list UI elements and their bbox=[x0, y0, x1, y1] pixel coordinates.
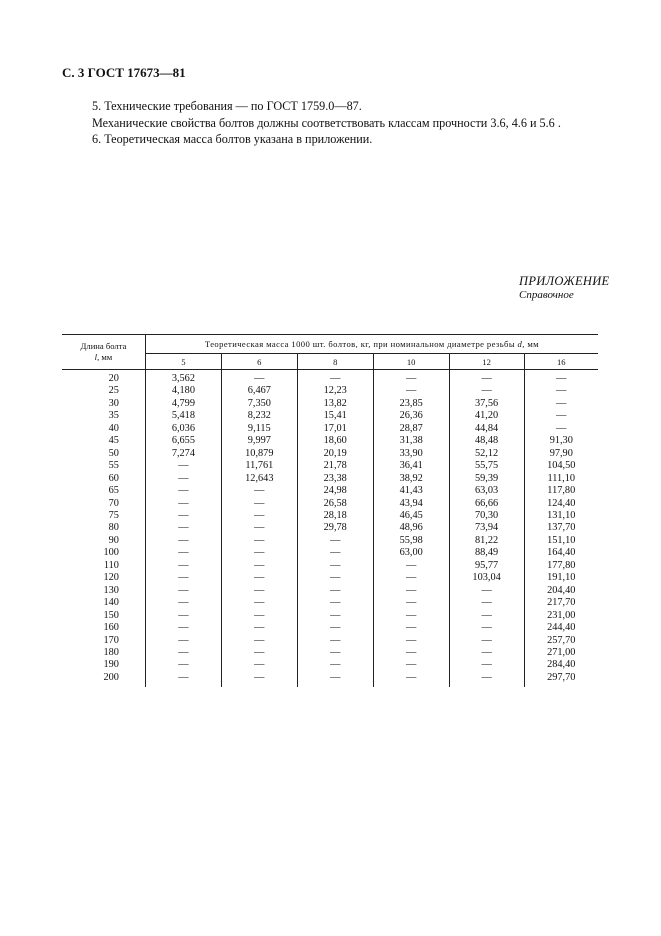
mass-cell: 55,98 bbox=[373, 535, 449, 547]
length-cell: 65 bbox=[108, 485, 119, 497]
mass-cell: — bbox=[221, 547, 297, 559]
mass-cell: — bbox=[373, 672, 449, 684]
length-cell: 50 bbox=[108, 447, 119, 459]
mass-cell: — bbox=[221, 635, 297, 647]
length-cell: 120 bbox=[103, 572, 119, 584]
mass-cell: 3,562 bbox=[145, 373, 221, 385]
table-row bbox=[62, 398, 598, 410]
mass-header-unit: , мм bbox=[522, 339, 540, 349]
length-cell: 90 bbox=[108, 534, 119, 546]
table-row bbox=[62, 647, 598, 659]
table-row bbox=[62, 522, 598, 534]
mass-cell: 95,77 bbox=[449, 560, 524, 572]
table-row bbox=[62, 410, 598, 422]
mass-cell: 12,23 bbox=[297, 385, 373, 397]
mass-cell: 26,58 bbox=[297, 498, 373, 510]
mass-cell: — bbox=[373, 373, 449, 385]
mass-cell: — bbox=[145, 522, 221, 534]
mass-cell: 8,232 bbox=[221, 410, 297, 422]
mass-cell: — bbox=[373, 585, 449, 597]
mass-cell: — bbox=[373, 610, 449, 622]
length-cell: 45 bbox=[108, 435, 119, 447]
mass-cell: — bbox=[145, 460, 221, 472]
mass-cell: — bbox=[297, 560, 373, 572]
table-row bbox=[62, 547, 598, 559]
mass-cell: — bbox=[373, 659, 449, 671]
mass-header-text: Теоретическая масса 1000 шт. болтов, кг, при номинальном диаметре резьбы bbox=[204, 339, 518, 349]
table-row bbox=[62, 572, 598, 584]
mass-cell: 17,01 bbox=[297, 423, 373, 435]
mass-cell: — bbox=[297, 572, 373, 584]
mass-cell: 23,38 bbox=[297, 473, 373, 485]
mass-cell: 36,41 bbox=[373, 460, 449, 472]
mass-cell: — bbox=[524, 398, 598, 410]
mass-column-group-header bbox=[145, 335, 598, 354]
mass-cell: — bbox=[297, 635, 373, 647]
mass-cell: — bbox=[221, 373, 297, 385]
mass-cell: — bbox=[373, 635, 449, 647]
table-row bbox=[62, 622, 598, 634]
mass-cell: 4,799 bbox=[145, 398, 221, 410]
mass-cell: 7,350 bbox=[221, 398, 297, 410]
length-column-header bbox=[62, 335, 145, 370]
mass-cell: — bbox=[221, 622, 297, 634]
mass-cell: — bbox=[221, 597, 297, 609]
table-row bbox=[62, 635, 598, 647]
length-cell: 100 bbox=[103, 547, 119, 559]
mass-cell: 177,80 bbox=[524, 560, 598, 572]
length-cell: 60 bbox=[108, 472, 119, 484]
mass-cell: 88,49 bbox=[449, 547, 524, 559]
mass-cell: 231,00 bbox=[524, 610, 598, 622]
mass-cell: 63,03 bbox=[449, 485, 524, 497]
table-row bbox=[62, 473, 598, 485]
mass-cell: 41,20 bbox=[449, 410, 524, 422]
mass-cell: — bbox=[449, 659, 524, 671]
mass-cell: — bbox=[145, 597, 221, 609]
mass-cell: 26,36 bbox=[373, 410, 449, 422]
mass-cell: — bbox=[221, 510, 297, 522]
mass-cell: 48,96 bbox=[373, 522, 449, 534]
length-cell: 25 bbox=[108, 385, 119, 397]
mass-cell: 43,94 bbox=[373, 498, 449, 510]
length-cell: 190 bbox=[103, 659, 119, 671]
diameter-header-12: 12 bbox=[449, 354, 524, 370]
mass-cell: 31,38 bbox=[373, 435, 449, 447]
mass-cell: 204,40 bbox=[524, 585, 598, 597]
mass-cell: 217,70 bbox=[524, 597, 598, 609]
mass-cell: — bbox=[221, 498, 297, 510]
length-cell: 75 bbox=[108, 509, 119, 521]
mass-cell: — bbox=[297, 610, 373, 622]
table-row bbox=[62, 385, 598, 397]
length-cell: 160 bbox=[103, 622, 119, 634]
mass-cell: 28,87 bbox=[373, 423, 449, 435]
mass-cell: — bbox=[373, 622, 449, 634]
table-row bbox=[62, 460, 598, 472]
mass-cell: — bbox=[373, 597, 449, 609]
mass-cell: — bbox=[221, 659, 297, 671]
mass-cell: 6,467 bbox=[221, 385, 297, 397]
mass-cell: 20,19 bbox=[297, 448, 373, 460]
mass-cell: — bbox=[145, 647, 221, 659]
mass-cell: — bbox=[524, 373, 598, 385]
mass-cell: 271,00 bbox=[524, 647, 598, 659]
mass-cell: — bbox=[145, 498, 221, 510]
table-row bbox=[62, 597, 598, 609]
mass-cell: 13,82 bbox=[297, 398, 373, 410]
mass-cell: 55,75 bbox=[449, 460, 524, 472]
mass-cell: — bbox=[297, 535, 373, 547]
mass-cell: — bbox=[221, 485, 297, 497]
length-cell: 200 bbox=[103, 671, 119, 683]
mass-cell: 244,40 bbox=[524, 622, 598, 634]
mass-cell: 9,997 bbox=[221, 435, 297, 447]
mass-cell: 44,84 bbox=[449, 423, 524, 435]
mass-cell: — bbox=[145, 572, 221, 584]
diameter-header-8: 8 bbox=[297, 354, 373, 370]
mass-cell: — bbox=[221, 560, 297, 572]
table-row bbox=[62, 585, 598, 597]
mass-cell: 191,10 bbox=[524, 572, 598, 584]
paragraph-mechanical-properties: Механические свойства болтов должны соответствовать классам прочности 3.6, 4.6 и 5.6 . bbox=[92, 116, 561, 130]
length-cell: 110 bbox=[103, 559, 119, 571]
mass-cell: — bbox=[145, 535, 221, 547]
mass-cell: 97,90 bbox=[524, 448, 598, 460]
length-cell: 55 bbox=[108, 460, 119, 472]
mass-cell: 164,40 bbox=[524, 547, 598, 559]
length-cell: 130 bbox=[103, 584, 119, 596]
mass-cell: 111,10 bbox=[524, 473, 598, 485]
mass-cell: 38,92 bbox=[373, 473, 449, 485]
mass-cell: — bbox=[449, 635, 524, 647]
mass-cell: — bbox=[297, 585, 373, 597]
mass-cell: 23,85 bbox=[373, 398, 449, 410]
table-row bbox=[62, 435, 598, 447]
length-cell: 40 bbox=[108, 422, 119, 434]
mass-cell: 73,94 bbox=[449, 522, 524, 534]
mass-cell: — bbox=[373, 647, 449, 659]
mass-cell: — bbox=[145, 510, 221, 522]
bolt-mass-table bbox=[62, 334, 598, 687]
length-header-unit: , мм bbox=[97, 352, 113, 362]
mass-cell: — bbox=[221, 672, 297, 684]
mass-cell: — bbox=[449, 585, 524, 597]
mass-cell: — bbox=[449, 622, 524, 634]
paragraph-theoretical-mass: 6. Теоретическая масса болтов указана в приложении. bbox=[92, 132, 373, 146]
table-row bbox=[62, 498, 598, 510]
mass-cell: 46,45 bbox=[373, 510, 449, 522]
diameter-header-16: 16 bbox=[524, 354, 598, 370]
mass-cell: 66,66 bbox=[449, 498, 524, 510]
mass-cell: — bbox=[145, 473, 221, 485]
mass-cell: 15,41 bbox=[297, 410, 373, 422]
mass-cell: 297,70 bbox=[524, 672, 598, 684]
mass-cell: 4,180 bbox=[145, 385, 221, 397]
mass-cell: — bbox=[524, 423, 598, 435]
mass-cell: — bbox=[449, 610, 524, 622]
mass-cell: 10,879 bbox=[221, 448, 297, 460]
mass-cell: 9,115 bbox=[221, 423, 297, 435]
mass-cell: — bbox=[145, 659, 221, 671]
mass-cell: — bbox=[221, 535, 297, 547]
mass-cell: — bbox=[524, 410, 598, 422]
table-row bbox=[62, 535, 598, 547]
mass-cell: — bbox=[221, 585, 297, 597]
mass-cell: 12,643 bbox=[221, 473, 297, 485]
mass-cell: 37,56 bbox=[449, 398, 524, 410]
table-row bbox=[62, 560, 598, 572]
table-row bbox=[62, 448, 598, 460]
mass-cell: 137,70 bbox=[524, 522, 598, 534]
mass-cell: — bbox=[145, 622, 221, 634]
mass-cell: — bbox=[297, 373, 373, 385]
mass-cell: — bbox=[145, 635, 221, 647]
mass-cell: 284,40 bbox=[524, 659, 598, 671]
mass-cell: 104,50 bbox=[524, 460, 598, 472]
diameter-header-5: 5 bbox=[145, 354, 221, 370]
mass-cell: — bbox=[524, 385, 598, 397]
mass-cell: 48,48 bbox=[449, 435, 524, 447]
length-cell: 30 bbox=[108, 397, 119, 409]
mass-cell: 24,98 bbox=[297, 485, 373, 497]
mass-header-var: d bbox=[517, 339, 523, 349]
mass-cell: 6,036 bbox=[145, 423, 221, 435]
mass-cell: — bbox=[297, 672, 373, 684]
length-cell: 150 bbox=[103, 609, 119, 621]
mass-cell: — bbox=[221, 610, 297, 622]
mass-cell: 33,90 bbox=[373, 448, 449, 460]
table-tail bbox=[62, 684, 598, 687]
length-cell: 70 bbox=[108, 497, 119, 509]
mass-cell: — bbox=[297, 647, 373, 659]
mass-cell: 29,78 bbox=[297, 522, 373, 534]
mass-cell: — bbox=[145, 672, 221, 684]
mass-cell: 41,43 bbox=[373, 485, 449, 497]
mass-cell: 11,761 bbox=[221, 460, 297, 472]
length-cell: 180 bbox=[103, 646, 119, 658]
mass-cell: — bbox=[297, 659, 373, 671]
mass-cell: 6,655 bbox=[145, 435, 221, 447]
length-header-var: l bbox=[94, 352, 98, 362]
length-cell: 140 bbox=[103, 597, 119, 609]
mass-cell: — bbox=[449, 373, 524, 385]
mass-cell: — bbox=[221, 572, 297, 584]
mass-cell: 7,274 bbox=[145, 448, 221, 460]
table-row bbox=[62, 485, 598, 497]
mass-cell: 151,10 bbox=[524, 535, 598, 547]
mass-cell: — bbox=[297, 622, 373, 634]
mass-cell: 81,22 bbox=[449, 535, 524, 547]
mass-cell: — bbox=[449, 647, 524, 659]
mass-cell: — bbox=[221, 647, 297, 659]
mass-cell: 18,60 bbox=[297, 435, 373, 447]
mass-cell: 28,18 bbox=[297, 510, 373, 522]
table-row bbox=[62, 510, 598, 522]
table-row bbox=[62, 373, 598, 385]
mass-cell: — bbox=[373, 560, 449, 572]
mass-cell: — bbox=[449, 672, 524, 684]
mass-cell: 91,30 bbox=[524, 435, 598, 447]
appendix-title: ПРИЛОЖЕНИЕ bbox=[519, 274, 610, 288]
page-header: С. 3 ГОСТ 17673—81 bbox=[62, 65, 186, 80]
mass-cell: 70,30 bbox=[449, 510, 524, 522]
mass-cell: — bbox=[145, 485, 221, 497]
diameter-header-6: 6 bbox=[221, 354, 297, 370]
diameter-header-10: 10 bbox=[373, 354, 449, 370]
mass-cell: 257,70 bbox=[524, 635, 598, 647]
mass-cell: — bbox=[449, 385, 524, 397]
length-cell: 20 bbox=[108, 373, 119, 384]
mass-cell: 63,00 bbox=[373, 547, 449, 559]
table-row bbox=[62, 610, 598, 622]
mass-cell: — bbox=[145, 585, 221, 597]
mass-cell: 52,12 bbox=[449, 448, 524, 460]
mass-cell: 5,418 bbox=[145, 410, 221, 422]
paragraph-technical-requirements: 5. Технические требования — по ГОСТ 1759.0—87. bbox=[92, 99, 362, 113]
table-row bbox=[62, 659, 598, 671]
mass-cell: 103,04 bbox=[449, 572, 524, 584]
mass-cell: — bbox=[221, 522, 297, 534]
mass-cell: — bbox=[373, 572, 449, 584]
mass-cell: — bbox=[145, 560, 221, 572]
mass-cell: 124,40 bbox=[524, 498, 598, 510]
mass-cell: — bbox=[145, 610, 221, 622]
mass-cell: 21,78 bbox=[297, 460, 373, 472]
table-body bbox=[62, 370, 598, 688]
mass-cell: — bbox=[373, 385, 449, 397]
length-cell: 80 bbox=[108, 522, 119, 534]
length-header-label: Длина болта bbox=[80, 341, 127, 351]
mass-cell: 59,39 bbox=[449, 473, 524, 485]
length-cell: 35 bbox=[108, 410, 119, 422]
appendix-subtitle: Справочное bbox=[519, 289, 574, 301]
mass-cell: 117,80 bbox=[524, 485, 598, 497]
table-row bbox=[62, 423, 598, 435]
mass-cell: 131,10 bbox=[524, 510, 598, 522]
table-row bbox=[62, 672, 598, 684]
mass-cell: — bbox=[297, 597, 373, 609]
mass-cell: — bbox=[145, 547, 221, 559]
mass-cell: — bbox=[297, 547, 373, 559]
mass-cell: — bbox=[449, 597, 524, 609]
length-cell: 170 bbox=[103, 634, 119, 646]
